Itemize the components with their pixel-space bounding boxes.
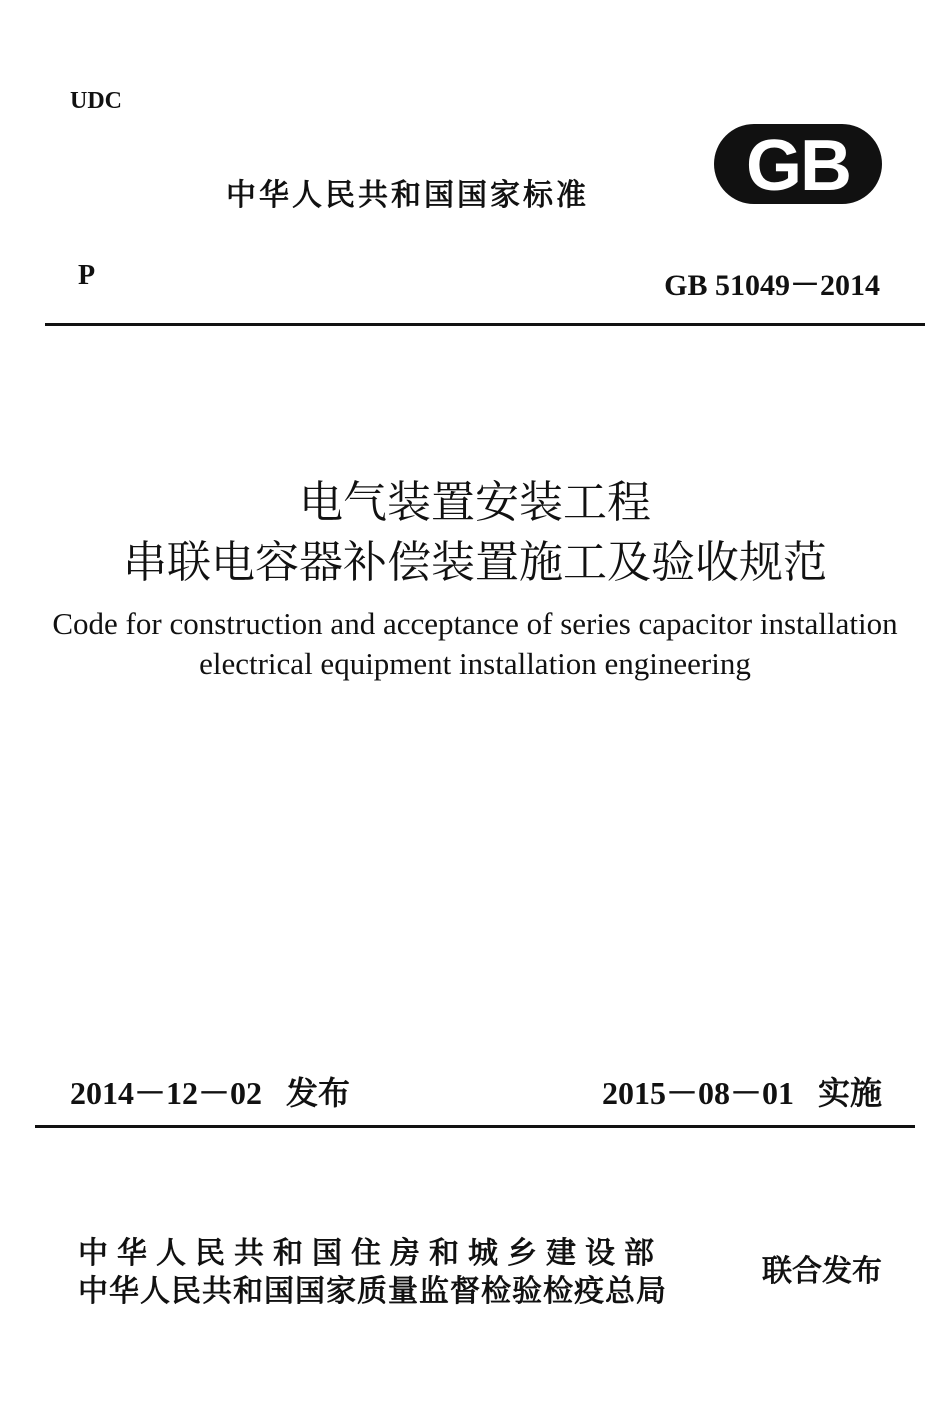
implement-label: 实施	[817, 1074, 882, 1112]
publish-info	[70, 1068, 350, 1114]
gb-logo-text: GB	[746, 126, 850, 206]
joint-publish-label: 联合发布	[762, 1254, 882, 1289]
gb-logo	[712, 118, 884, 210]
title-cn-line2: 串联电容器补偿装置施工及验收规范	[123, 537, 827, 588]
title-cn-line1: 电气装置安装工程	[299, 477, 651, 528]
header-divider	[45, 323, 925, 326]
title-en-line2: electrical equipment installation engineering	[199, 646, 751, 681]
publish-date: 2014－12－02	[70, 1075, 263, 1111]
implement-info	[602, 1068, 882, 1114]
national-standard-heading: 中华人民共和国国家标准	[226, 178, 589, 213]
title-en-line1: Code for construction and acceptance of series capacitor installation	[52, 606, 898, 641]
udc-label: UDC	[70, 88, 122, 114]
issuer-line1: 中华人民共和国住房和城乡建设部	[78, 1236, 663, 1271]
footer-divider	[35, 1125, 915, 1128]
issuer-line2: 中华人民共和国国家质量监督检验检疫总局	[78, 1274, 667, 1309]
standard-number: GB 51049－2014	[664, 269, 880, 302]
publish-label: 发布	[286, 1074, 351, 1112]
category-code: P	[78, 260, 96, 291]
implement-date: 2015－08－01	[601, 1075, 794, 1111]
